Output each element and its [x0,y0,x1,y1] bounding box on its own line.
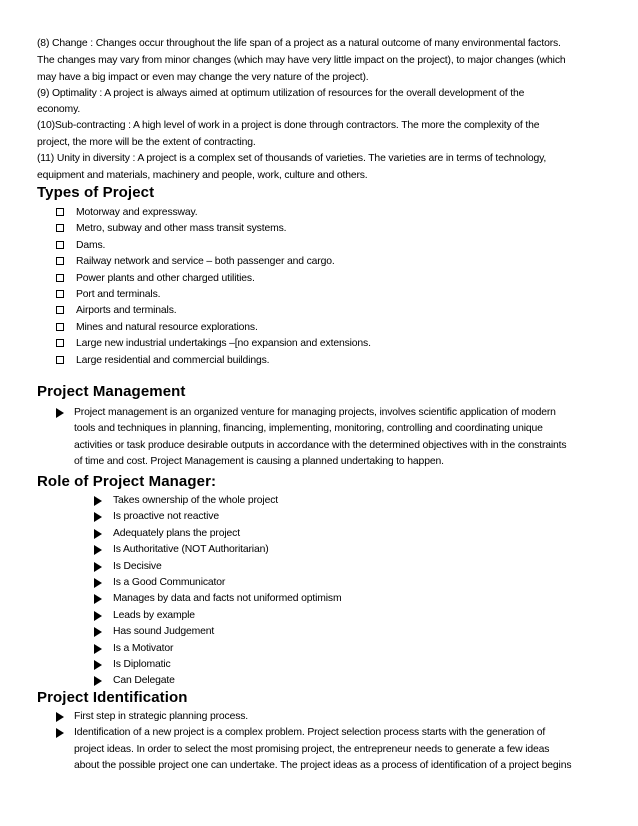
arrow-bullet-icon [94,496,102,506]
list-item [56,254,371,270]
role-list [94,493,341,690]
list-item [56,205,371,221]
arrow-bullet-icon [56,408,64,418]
checkbox-bullet-icon [56,356,64,364]
list-item-text: Has sound Judgement [113,626,215,638]
checkbox-bullet-icon [56,323,64,331]
intro-line: (10)Sub-contracting : A high level of work in a project is done through contractors. The more the complexity of the [37,120,540,131]
list-item [94,575,341,591]
arrow-bullet-icon [94,676,102,686]
list-item-text: Large residential and commercial buildings. [76,354,270,366]
list-item-text: Adequately plans the project [113,527,240,539]
list-item [56,221,371,237]
identification-list [56,709,571,775]
management-heading: Project Management [37,383,186,400]
intro-line: (9) Optimality : A project is always aimed at optimum utilization of resources for the overall development of the [37,88,525,99]
list-item [94,559,341,575]
list-item-text: Is a Motivator [113,642,174,654]
list-item-text: Takes ownership of the whole project [113,495,278,506]
list-item-text: Is Decisive [113,560,162,572]
arrow-bullet-icon [94,562,102,572]
list-item [56,287,371,303]
management-line: of time and cost. Project Management is causing a planned undertaking to happen. [74,456,444,468]
list-item [56,303,371,319]
types-heading: Types of Project [37,184,155,201]
identification-line: project ideas. In order to select the most promising project, the entrepreneur needs to generate a few ideas [74,743,550,755]
arrow-bullet-icon [94,644,102,654]
list-item [56,353,371,369]
list-item [94,624,341,640]
management-line: tools and techniques in planning, financing, implementing, monitoring, controlling and coordinating unique [74,423,543,435]
list-item-text: Power plants and other charged utilities. [76,272,255,284]
list-item [56,336,371,352]
list-item-text: Is Diplomatic [113,659,171,671]
list-item-text: Metro, subway and other mass transit systems. [76,223,287,235]
list-item [94,657,341,673]
arrow-bullet-icon [56,728,64,738]
identification-line: about the possible project one can undertake. The project ideas as a process of identification of a project begins [74,760,572,772]
list-item [94,608,341,624]
list-item [56,320,371,336]
intro-line: economy. [37,104,81,115]
list-item-text: Large new industrial undertakings –[no expansion and extensions. [76,338,371,350]
checkbox-bullet-icon [56,339,64,347]
types-list [56,205,371,369]
checkbox-bullet-icon [56,306,64,314]
list-item-text: First step in strategic planning process. [74,711,249,722]
list-item [56,709,571,725]
list-item [94,493,341,509]
list-item-text: Motorway and expressway. [76,207,198,218]
identification-line: Identification of a new project is a complex problem. Project selection process starts with the generation of [74,727,546,739]
list-item [94,542,341,558]
management-line: activities or task produce desirable outputs in accordance with the determined objectives with in the constraints [74,439,567,451]
arrow-bullet-icon [56,712,64,722]
list-item [94,509,341,525]
list-item-text: Port and terminals. [76,289,161,301]
list-item [94,641,341,657]
management-line: Project management is an organized venture for managing projects, involves scientific application of modern [74,407,556,418]
checkbox-bullet-icon [56,274,64,282]
checkbox-bullet-icon [56,241,64,249]
intro-line: (8) Change : Changes occur throughout the life span of a project as a natural outcome of many environmental factors. [37,38,561,49]
intro-line: The changes may vary from minor changes (which may have very little impact on the project), to major changes (which [37,55,566,66]
checkbox-bullet-icon [56,290,64,298]
checkbox-bullet-icon [56,257,64,265]
list-item [56,238,371,254]
arrow-bullet-icon [94,529,102,539]
list-item [56,725,571,774]
list-item [56,271,371,287]
arrow-bullet-icon [94,512,102,522]
intro-line: equipment and materials, machinery and people, work, culture and others. [37,170,368,181]
arrow-bullet-icon [94,545,102,555]
list-item-text: Airports and terminals. [76,305,177,317]
arrow-bullet-icon [94,660,102,670]
checkbox-bullet-icon [56,224,64,232]
list-item-text: Dams. [76,239,106,251]
arrow-bullet-icon [94,578,102,588]
list-item [94,526,341,542]
intro-line: (11) Unity in diversity : A project is a complex set of thousands of varieties. The varieties are in terms of technology, [37,153,547,164]
list-item-text: Manages by data and facts not uniformed optimism [113,593,342,605]
list-item-text: Is proactive not reactive [113,511,219,523]
arrow-bullet-icon [94,611,102,621]
role-heading: Role of Project Manager: [37,473,217,490]
arrow-bullet-icon [94,627,102,637]
list-item-text: Is Authoritative (NOT Authoritarian) [113,544,269,556]
list-item-text: Railway network and service – both passenger and cargo. [76,256,335,268]
management-bullet [56,405,566,471]
list-item-text: Mines and natural resource explorations. [76,321,258,333]
list-item [94,591,341,607]
intro-line: project, the more will be the extent of contracting. [37,137,256,148]
list-item-text: Leads by example [113,609,195,621]
identification-heading: Project Identification [37,689,188,706]
list-item-text: Is a Good Communicator [113,577,226,589]
checkbox-bullet-icon [56,208,64,216]
intro-line: may have a big impact or even may change the very nature of the project). [37,72,369,83]
arrow-bullet-icon [94,594,102,604]
list-item-text: Can Delegate [113,675,175,687]
